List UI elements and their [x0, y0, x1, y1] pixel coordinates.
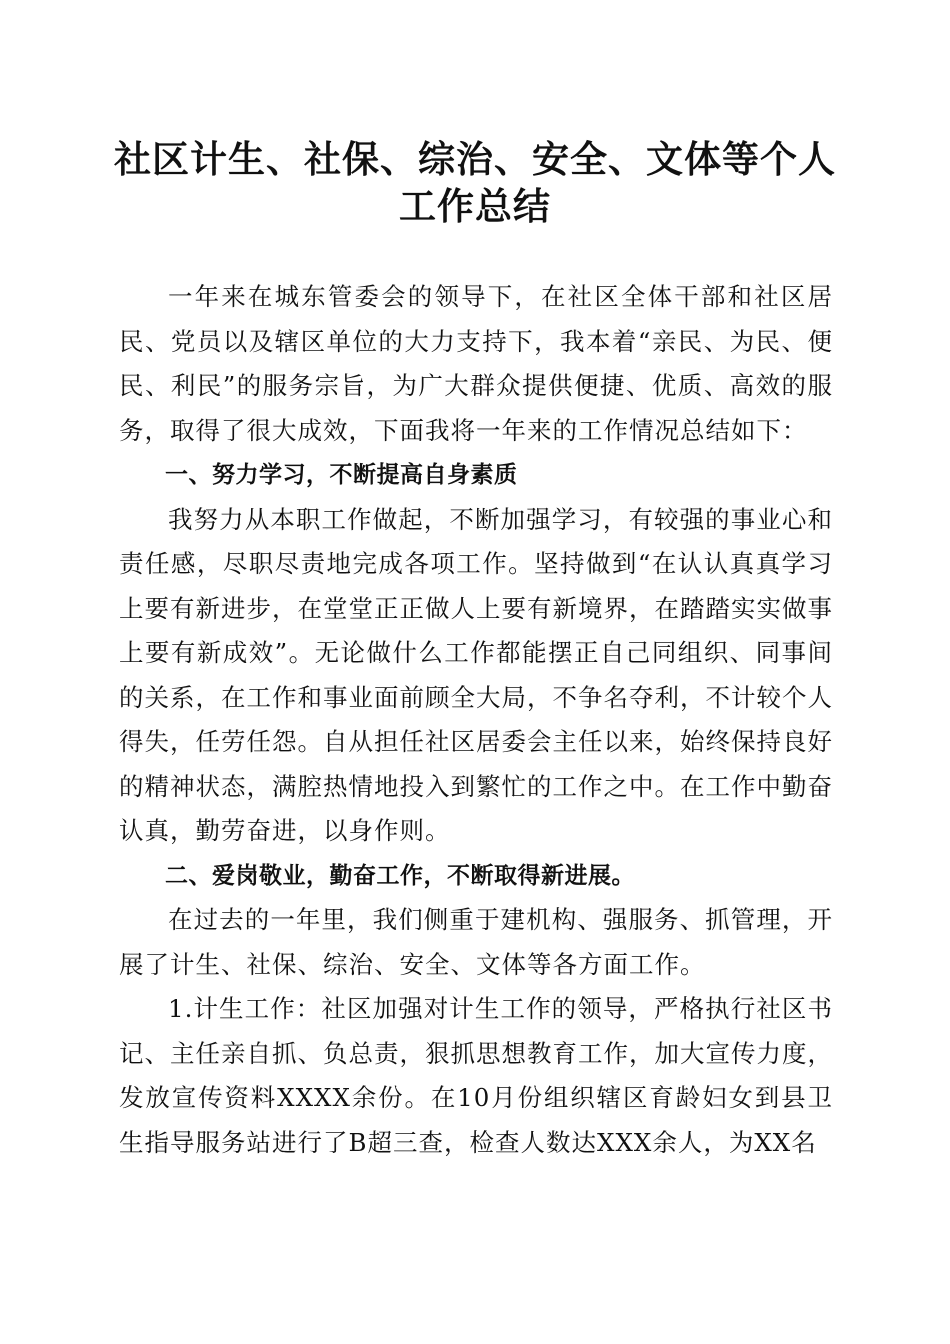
section-1-paragraph: 我努力从本职工作做起，不断加强学习，有较强的事业心和责任感，尽职尽责地完成各项工作。坚持做到“在认认真真学习上要有新进步，在堂堂正正做人上要有新境界，在踏踏实实做事上要有新成效”。无论做什么工作都能摆正自己同组织、同事间的关系，在工作和事业面前顾全大局，不争名夺利，不计较个人得失，任劳任怨。自从担任社区居委会主任以来，始终保持良好的精神状态，满腔热情地投入到繁忙的工作之中。在工作中勤奋认真，勤劳奋进，以身作则。 — [119, 504, 833, 845]
section-heading-2: 二、爱岗敬业，勤奋工作，不断取得新进展。 — [165, 862, 635, 889]
intro-paragraph: 一年来在城东管委会的领导下，在社区全体干部和社区居民、党员以及辖区单位的大力支持下，我本着“亲民、为民、便民、利民”的服务宗旨，为广大群众提供便捷、优质、高效的服务，取得了很大成效，下面我将一年来的工作情况总结如下： — [119, 282, 833, 445]
document-body — [119, 275, 833, 1165]
section-2-paragraph: 在过去的一年里，我们侧重于建机构、强服务、抓管理，开展了计生、社保、综治、安全、文体等各方面工作。 — [119, 905, 833, 979]
section-heading-1: 一、努力学习，不断提高自身素质 — [165, 462, 518, 488]
document-title: 社区计生、社保、综治、安全、文体等个人工作总结 — [114, 137, 836, 228]
section-2-item-1: 1.计生工作：社区加强对计生工作的领导，严格执行社区书记、主任亲自抓、负总责，狠抓思想教育工作，加大宣传力度，发放宣传资料XXXX余份。在10月份组织辖区育龄妇女到县卫生指导服务站进行了B超三查，检查人数达XXX余人，为XX名 — [119, 994, 833, 1157]
